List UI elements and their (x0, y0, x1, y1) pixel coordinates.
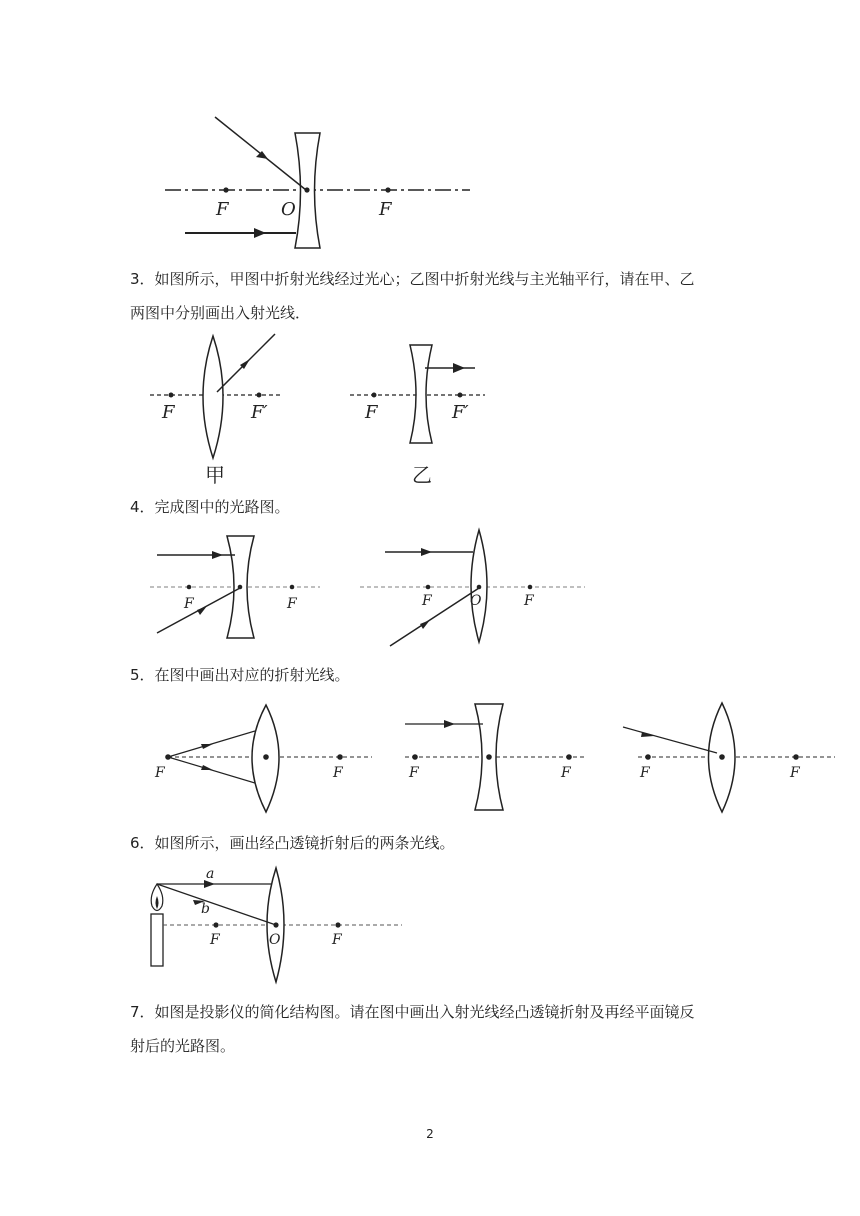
question-5-line: 5．在图中画出对应的折射光线。 (130, 666, 350, 684)
focus-label: F (409, 765, 419, 781)
focus-point-prime (257, 393, 262, 398)
focus-label: F (365, 402, 378, 423)
question-6-line: 6．如图所示，画出经凸透镜折射后的两条光线。 (130, 834, 455, 852)
arrow-head (444, 720, 455, 728)
focus-prime-label: F′ (251, 402, 268, 423)
focus-label-left: F (216, 199, 229, 220)
arrow-head (254, 228, 266, 238)
convex-lens (203, 336, 223, 458)
focus-label: F (561, 765, 571, 781)
ray-b (157, 884, 276, 925)
arrow-head (201, 765, 213, 770)
focus-point (187, 585, 192, 590)
center-point (477, 585, 482, 590)
focus-point (566, 754, 572, 760)
focus-label: F (184, 596, 194, 612)
center-point (719, 754, 725, 760)
focus-point-left (223, 187, 228, 192)
focus-point (412, 754, 418, 760)
center-point (263, 754, 269, 760)
focus-point (645, 754, 651, 760)
focus-point (335, 922, 340, 927)
q6-candle-lens-figure (140, 862, 410, 987)
focus-point (372, 393, 377, 398)
q3-figure (145, 330, 490, 490)
focus-label: F (524, 593, 534, 609)
question-7-text (130, 995, 740, 1063)
center-label: O (470, 593, 482, 609)
q4-figure (145, 528, 590, 648)
focus-prime-label: F′ (452, 402, 469, 423)
question-3-line1: 3．如图所示，甲图中折射光线经过光心；乙图中折射光线与主光轴平行，请在甲、乙 (130, 270, 695, 288)
focus-label: F (790, 765, 800, 781)
focus-label: F (333, 765, 343, 781)
concave-lens (410, 345, 432, 443)
candle-body (151, 914, 163, 966)
focus-point (165, 754, 171, 760)
question-7-line1: 7．如图是投影仪的简化结构图。请在图中画出入射光线经凸透镜折射及再经平面镜反 (130, 1003, 695, 1021)
focus-label: F (155, 765, 165, 781)
optical-center-point (304, 187, 309, 192)
q2-concave-lens-figure (150, 105, 480, 255)
ray-b-label: b (201, 901, 210, 917)
center-point (486, 754, 492, 760)
center-label: O (269, 932, 281, 948)
ray-a-label: a (206, 866, 215, 882)
question-4-line: 4．完成图中的光路图。 (130, 498, 290, 516)
center-label: O (281, 199, 296, 220)
focus-label: F (640, 765, 650, 781)
question-3-text (130, 262, 740, 330)
arrow-head (212, 551, 223, 559)
focus-point (528, 585, 533, 590)
focus-point-prime (458, 393, 463, 398)
q5-figure (150, 700, 840, 815)
focus-label: F (210, 932, 220, 948)
arrow-head (201, 744, 213, 749)
incident-ray (623, 727, 717, 753)
focus-label: F (162, 402, 175, 423)
focus-point (793, 754, 799, 760)
arrow-head (420, 620, 430, 629)
focus-point (426, 585, 431, 590)
question-4-text (130, 490, 740, 524)
focus-point (290, 585, 295, 590)
caption-yi: 乙 (412, 463, 432, 487)
center-point (273, 922, 278, 927)
focus-label: F (422, 593, 432, 609)
page-number: 2 (426, 1127, 434, 1141)
focus-point (169, 393, 174, 398)
arrow-head (421, 548, 432, 556)
caption-jia: 甲 (205, 463, 225, 487)
question-3-line2: 两图中分别画出入射光线． (130, 304, 311, 322)
arrow-head (197, 606, 207, 615)
focus-point (213, 922, 218, 927)
focus-point (337, 754, 343, 760)
focus-point-right (385, 187, 390, 192)
center-point (238, 585, 243, 590)
question-5-text (130, 658, 740, 692)
arrow-head (453, 363, 465, 373)
question-6-text (130, 826, 740, 860)
focus-label: F (332, 932, 342, 948)
oblique-incident-ray (390, 588, 479, 646)
focus-label: F (287, 596, 297, 612)
question-7-line2: 射后的光路图。 (130, 1037, 236, 1055)
focus-label-right: F (379, 199, 392, 220)
